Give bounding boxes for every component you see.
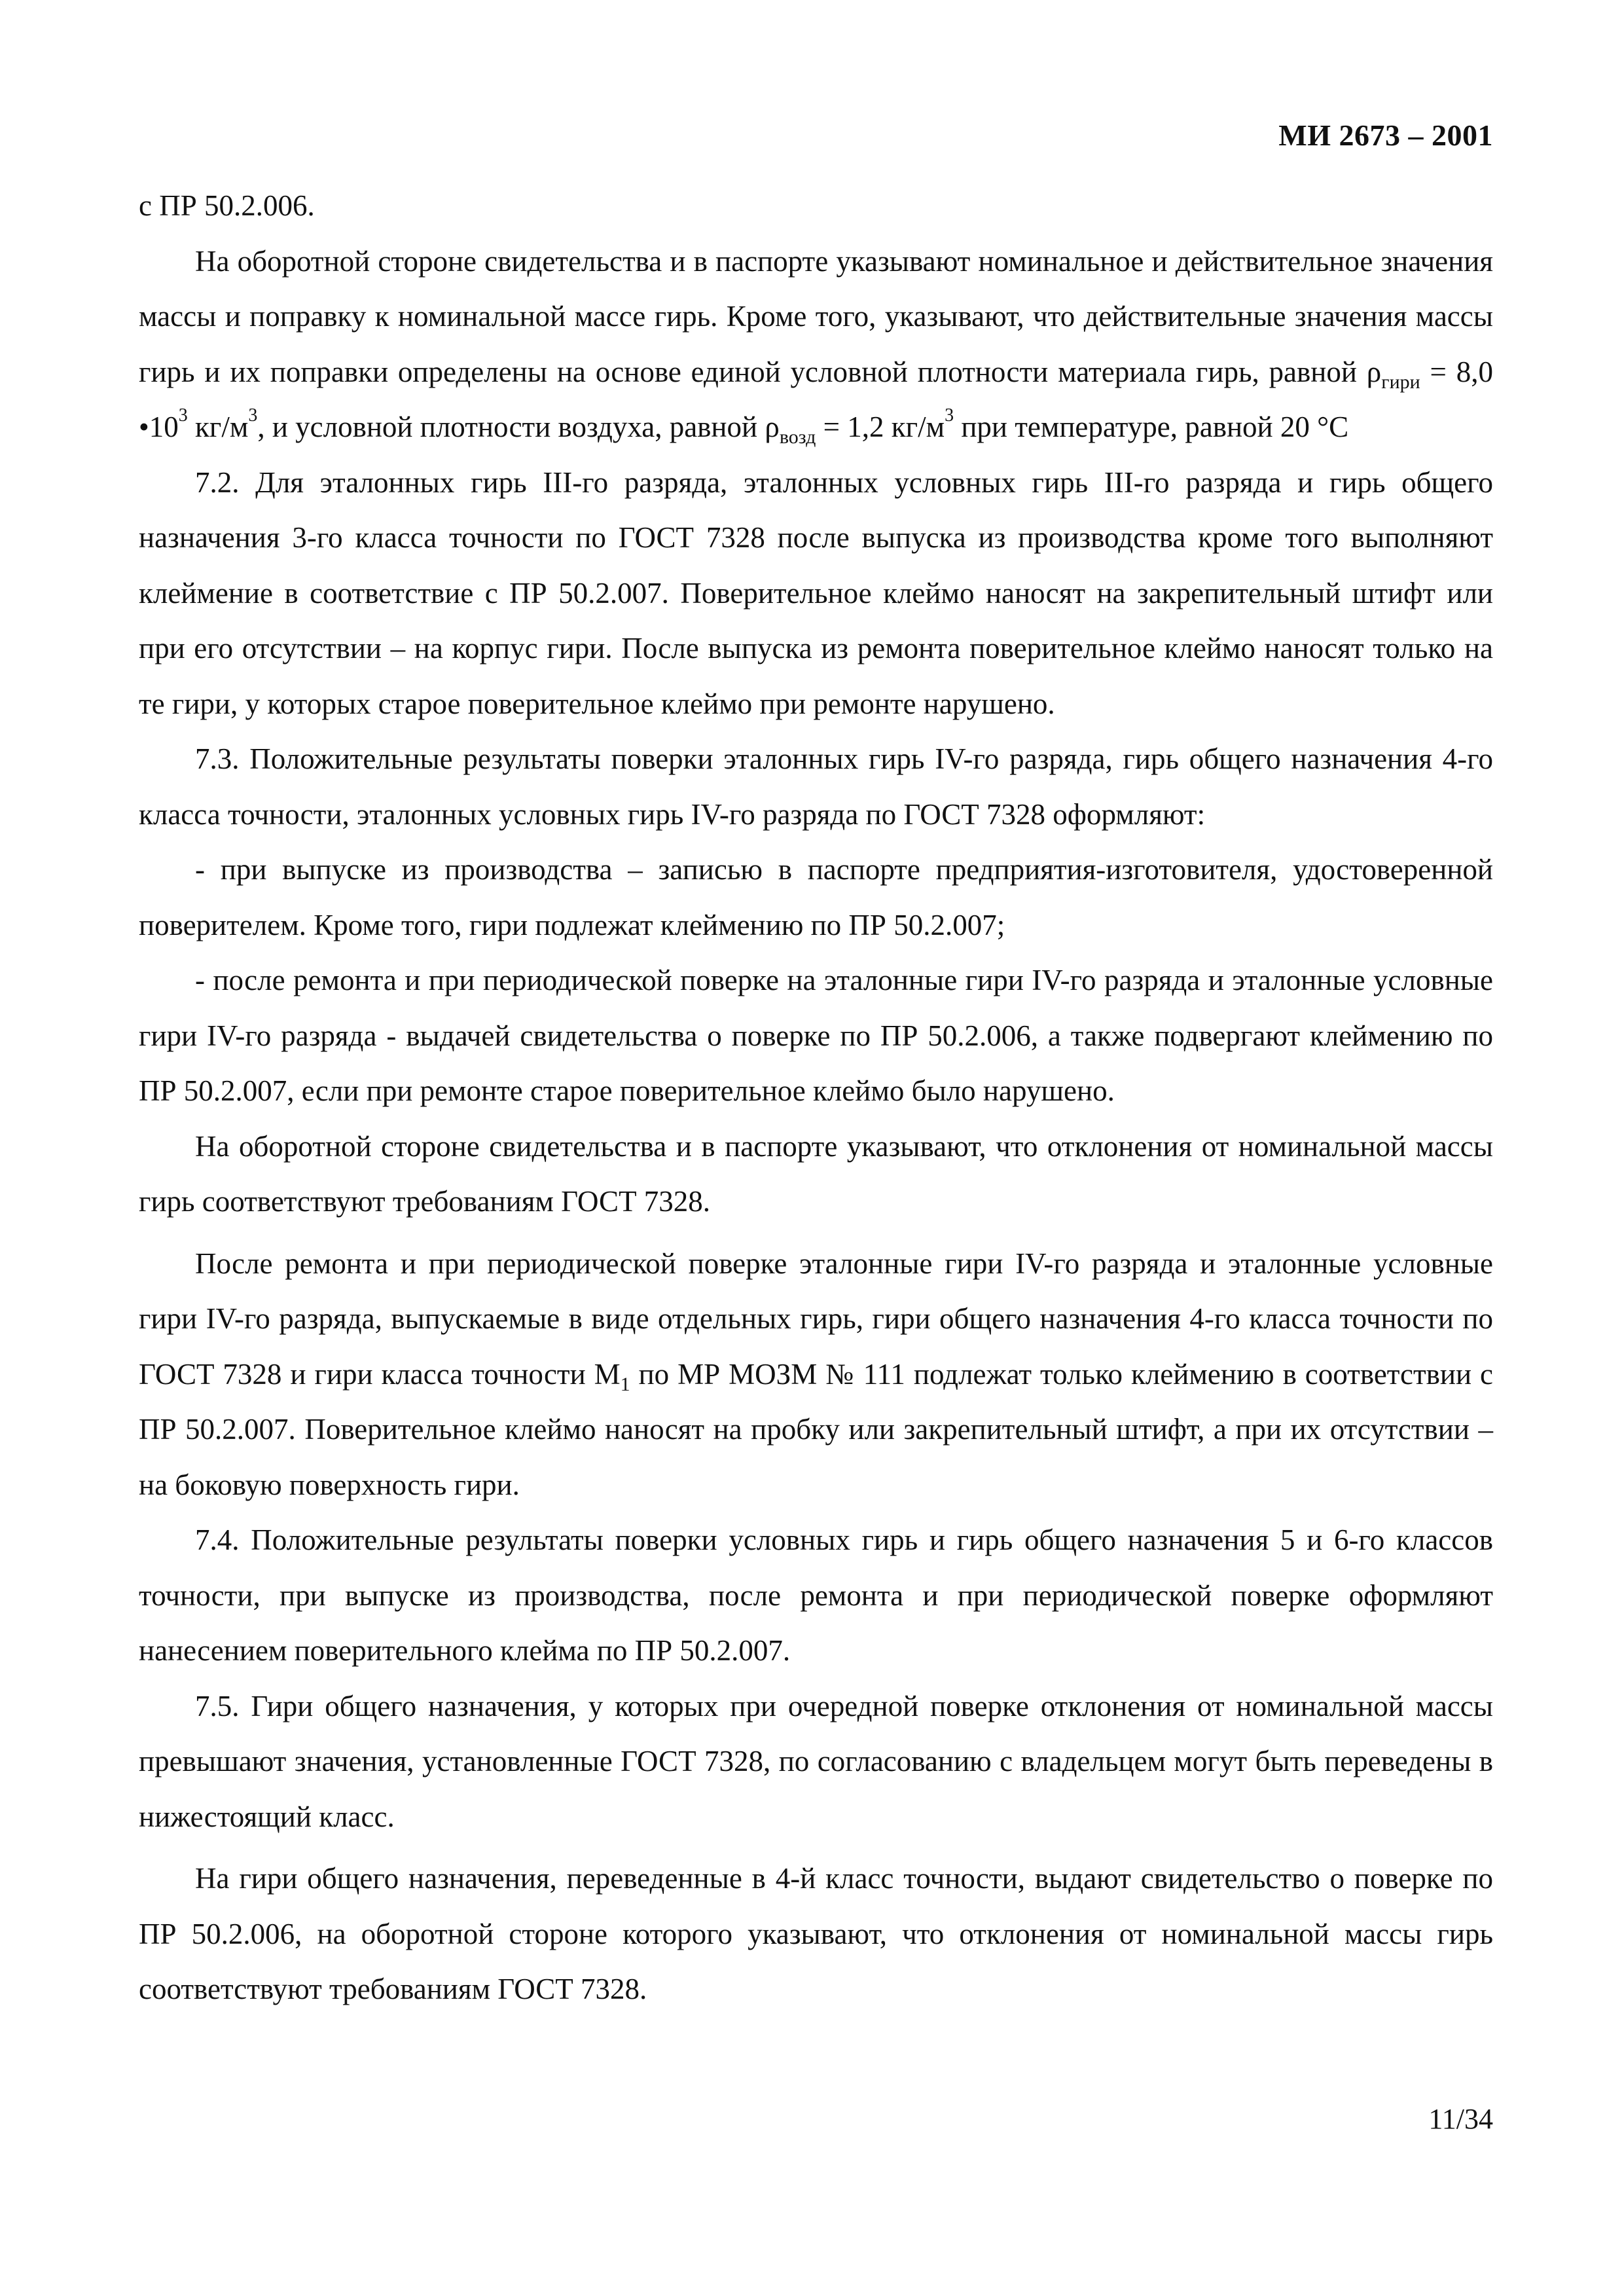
subscript-weights: гири xyxy=(1381,371,1420,393)
rho-symbol: ρ xyxy=(765,410,780,443)
paragraph-7-3: 7.3. Положительные результаты поверки эталонных гирь IV-го разряда, гирь общего назначения 4-го класса точности, эталонных условных гирь IV-го разряда по ГОСТ 7328 оформляют: xyxy=(139,742,1493,831)
list-item-repair: - после ремонта и при периодической поверке на эталонные гири IV-го разряда и эталонные условные гири IV-го разряда - выдачей свидетельства о поверке по ПР 50.2.006, а также подвергают клеймению по ПР 50.2.007, если при ремонте старое поверительное клеймо было нарушено. xyxy=(139,964,1493,1107)
document-body xyxy=(139,178,1493,2017)
list-item-production: - при выпуске из производства – записью в паспорте предприятия-изготовителя, удостоверенной поверителем. Кроме того, гири подлежат клеймению по ПР 50.2.007; xyxy=(139,853,1493,941)
paragraph-continuation: с ПР 50.2.006. xyxy=(139,189,315,222)
paragraph-density-note xyxy=(139,234,1493,455)
text-run: После ремонта и при периодической поверке эталонные гири IV-го разряда и эталонные условные гири IV-го разряда, выпускаемые в виде отдельных гирь, гири общего назначения 4-го класса точности по ГОСТ 7328 и гири класса точности М xyxy=(139,1247,1493,1391)
superscript-exponent: 3 xyxy=(945,405,954,426)
text-run: , и условной плотности воздуха, равной xyxy=(257,410,765,443)
text-run: На оборотной стороне свидетельства и в паспорте указывают номинальное и действительное значения массы и поправку к номинальной массе гирь. Кроме того, указывают, что действительные значения массы гирь и их поправки определены на основе единой условной плотности материала гирь, равной xyxy=(139,244,1493,388)
text-run: = 8,0 •10 xyxy=(139,355,1493,443)
text-run: при температуре, равной 20 °С xyxy=(954,410,1349,443)
paragraph-7-4: 7.4. Положительные результаты поверки условных гирь и гирь общего назначения 5 и 6-го классов точности, при выпуске из производства, после ремонта и при периодической поверке оформляют нанесением поверительного клейма по ПР 50.2.007. xyxy=(139,1523,1493,1667)
paragraph-class-transfer: На гири общего назначения, переведенные в 4-й класс точности, выдают свидетельство о поверке по ПР 50.2.006, на оборотной стороне которого указывают, что отклонения от номинальной массы гирь соответствуют требованиям ГОСТ 7328. xyxy=(139,1862,1493,2005)
superscript-exponent: 3 xyxy=(248,405,258,426)
subscript-air: возд xyxy=(779,426,816,448)
rho-symbol: ρ xyxy=(1366,355,1382,388)
paragraph-7-2: 7.2. Для эталонных гирь III-го разряда, эталонных условных гирь III-го разряда и гирь общего назначения 3-го класса точности по ГОСТ 7328 после выпуска из производства кроме того выполняют клеймение в соответствие с ПР 50.2.007. Поверительное клеймо наносят на закрепительный штифт или при его отсутствии – на корпус гири. После выпуска из ремонта поверительное клеймо наносят только на те гири, у которых старое поверительное клеймо при ремонте нарушено. xyxy=(139,465,1493,720)
document-number: МИ 2673 – 2001 xyxy=(1278,118,1493,152)
superscript-exponent: 3 xyxy=(178,405,188,426)
text-run: = 1,2 кг/м xyxy=(816,410,945,443)
paragraph-reverse-side: На оборотной стороне свидетельства и в паспорте указывают, что отклонения от номинальной массы гирь соответствуют требованиям ГОСТ 7328. xyxy=(139,1129,1493,1218)
page-number: 11/34 xyxy=(1428,2103,1493,2135)
paragraph-7-5: 7.5. Гири общего назначения, у которых при очередной поверке отклонения от номинальной массы превышают значения, установленные ГОСТ 7328, по согласованию с владельцем могут быть переведены в нижестоящий класс. xyxy=(139,1689,1493,1833)
subscript-class: 1 xyxy=(620,1373,630,1395)
text-run: кг/м xyxy=(187,410,249,443)
text-run: по МР МОЗМ № 111 подлежат только клеймению в соответствии с ПР 50.2.007. Поверительное клеймо наносят на пробку или закрепительный штифт, а при их отсутствии – на боковую поверхность гири. xyxy=(139,1357,1493,1501)
paragraph-after-repair xyxy=(139,1236,1493,1513)
